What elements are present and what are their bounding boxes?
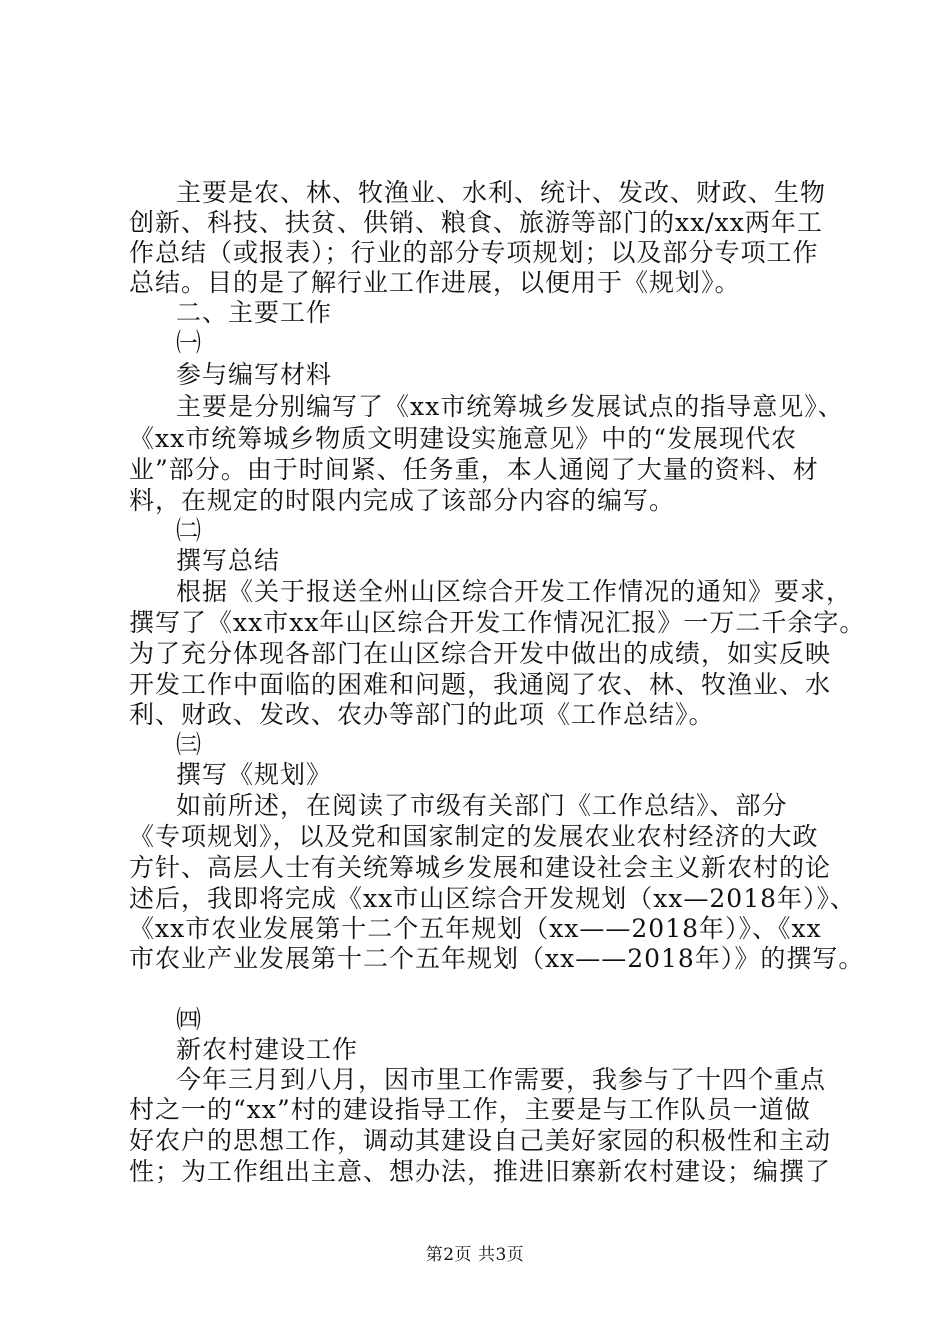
paragraph-line: 《xx市农业发展第十二个五年规划（xx——2018年）》、《xx [129,914,822,943]
paragraph-line: 根据《关于报送全州山区综合开发工作情况的通知》要求， [176,577,853,606]
subsection-number: ㈣ [176,1005,203,1034]
subsection-title: 新农村建设工作 [176,1035,359,1064]
paragraph-line: 市农业产业发展第十二个五年规划（xx——2018年）》的撰写。 [129,944,865,973]
paragraph-line: 好农户的思想工作，调动其建设自己美好家园的积极性和主动 [129,1126,832,1155]
paragraph-line: 《专项规划》，以及党和国家制定的发展农业农村经济的大政 [129,822,819,851]
paragraph-line: 述后，我即将完成《xx市山区综合开发规划（xx—2018年）》、 [129,884,857,913]
paragraph-line: 总结。目的是了解行业工作进展，以便用于《规划》。 [129,268,741,297]
paragraph-line: 作总结（或报表）；行业的部分专项规划；以及部分专项工作 [129,238,819,267]
paragraph-line: 《xx市统筹城乡物质文明建设实施意见》中的“发展现代农 [129,424,797,453]
paragraph-line: 为了充分体现各部门在山区综合开发中做出的成绩，如实反映 [129,639,832,668]
paragraph-line: 主要是分别编写了《xx市统筹城乡发展试点的指导意见》、 [176,392,844,421]
paragraph-line: 料，在规定的时限内完成了该部分内容的编写。 [129,486,676,515]
paragraph-line: 今年三月到八月，因市里工作需要，我参与了十四个重点 [176,1065,827,1094]
paragraph-line: 业”部分。由于时间紧、任务重，本人通阅了大量的资料、材 [129,455,819,484]
paragraph-line: 开发工作中面临的困难和问题，我通阅了农、林、牧渔业、水 [129,670,832,699]
paragraph-line: 如前所述，在阅读了市级有关部门《工作总结》、部分 [176,791,788,820]
subsection-title: 撰写总结 [176,546,281,575]
paragraph-line: 性；为工作组出主意、想办法，推进旧寨新农村建设；编撰了 [129,1157,832,1186]
subsection-title: 撰写《规划》 [176,760,333,789]
subsection-title: 参与编写材料 [176,360,333,389]
subsection-number: ㈢ [176,730,203,759]
section-heading: 二、主要工作 [176,298,333,327]
paragraph-line: 方针、高层人士有关统筹城乡发展和建设社会主义新农村的论 [129,853,832,882]
page-footer: 第2页 共3页 [425,1245,525,1265]
subsection-number: ㈠ [176,328,203,357]
paragraph-line: 主要是农、林、牧渔业、水利、统计、发改、财政、生物 [176,178,827,207]
paragraph-line: 创新、科技、扶贫、供销、粮食、旅游等部门的xx/xx两年工 [129,208,823,237]
subsection-number: ㈡ [176,516,203,545]
paragraph-line: 利、财政、发改、农办等部门的此项《工作总结》。 [129,700,715,729]
paragraph-line: 村之一的“xx”村的建设指导工作，主要是与工作队员一道做 [129,1095,811,1124]
paragraph-line: 撰写了《xx市xx年山区综合开发工作情况汇报》一万二千余字。 [129,608,866,637]
